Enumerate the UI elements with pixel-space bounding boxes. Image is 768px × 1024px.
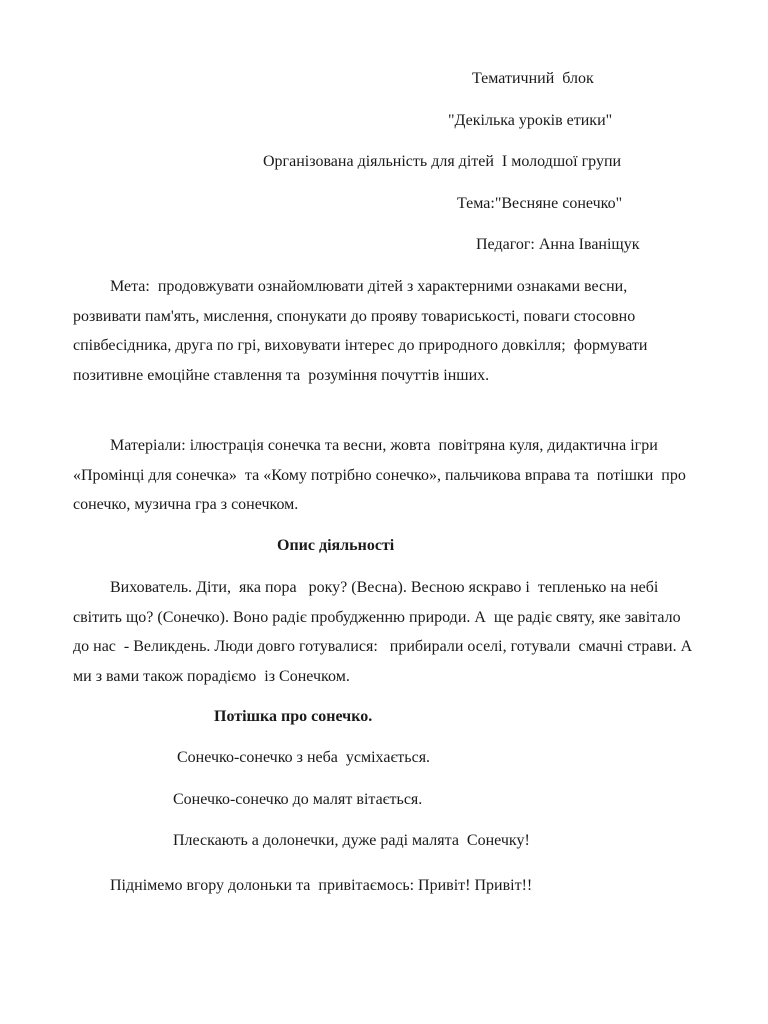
materials-paragraph: Матеріали: ілюстрація сонечка та весни, жовта повітряна куля, дидактична ігри «Промінці для сонечка» та «Кому потрібно сонечко», пальчикова вправа та потішки про сонечко, музична гра з сонечком. (73, 437, 690, 513)
rhyme-line: Плескають а долонечки, дуже раді малята Сонечку! (173, 832, 530, 849)
rhyme-heading: Потішка про сонечко. (214, 708, 373, 725)
teacher-name: Педагог: Анна Іваніщук (476, 236, 640, 253)
rhyme-line: Сонечко-сонечко з неба усміхається. (173, 749, 431, 766)
teacher-speech-paragraph: Вихователь. Діти, яка пора року? (Весна). Весною яскраво і тепленько на небі світить що? (Сонечко). Воно радіє пробудженню природи. А ще радіє святу, яке завітало до нас - Великдень. Люди довго готувалися: прибирали оселі, готували смачні страви. А ми з вами також порадіємо із Сонечком. (73, 579, 697, 685)
rhyme-line: Сонечко-сонечко до малят вітається. (173, 791, 423, 808)
description-heading: Опис діяльності (277, 537, 395, 554)
closing-line: Піднімемо вгору долоньки та привітаємось: Привіт! Привіт!! (110, 877, 533, 894)
topic-title: Тема:"Весняне сонечко" (457, 195, 623, 212)
block-title: "Декілька уроків етики" (448, 112, 613, 129)
goal-paragraph: Мета: продовжувати ознайомлювати дітей з характерними ознаками весни, розвивати пам'ять, мислення, спонукати до прояву товариськості, поваги стосовно співбесідника, друга по грі, виховувати інтерес до природного довкілля; формувати позитивне емоційне ставлення та розуміння почуттів інших. (73, 278, 656, 384)
block-label: Тематичний блок (472, 70, 594, 87)
activity-title: Організована діяльність для дітей І молодшої групи (263, 153, 622, 170)
